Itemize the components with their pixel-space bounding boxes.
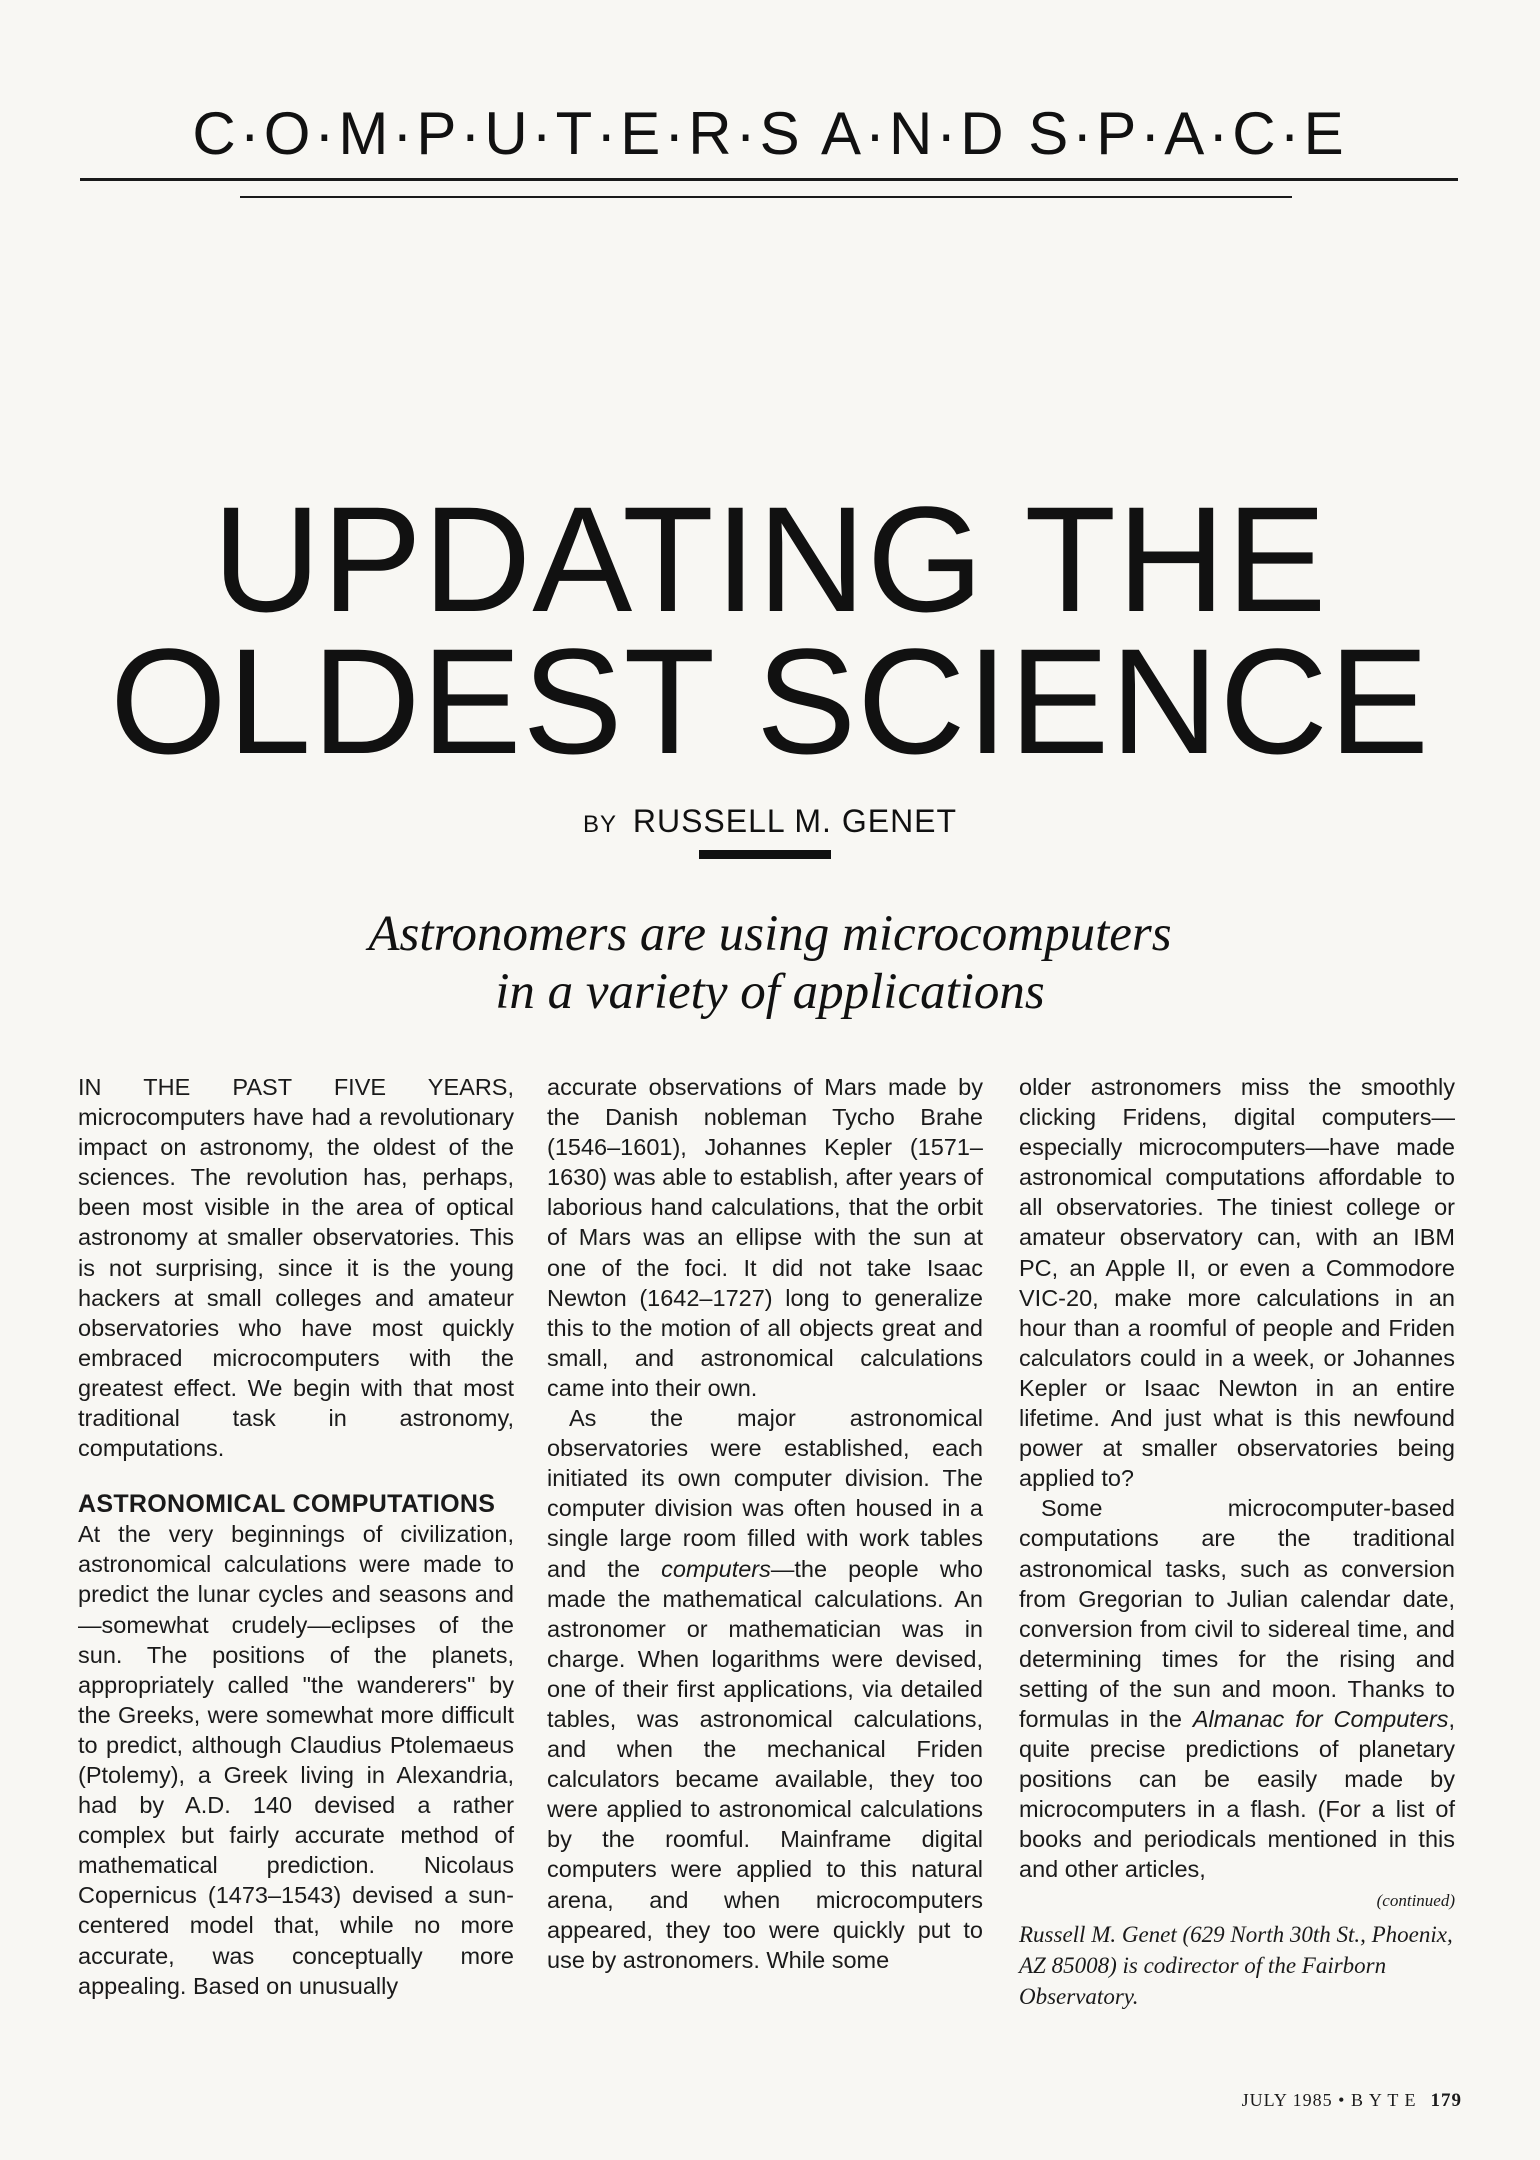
author-name: RUSSELL M. GENET	[632, 803, 958, 839]
body-column-1	[78, 1072, 514, 2001]
byline-prefix: BY	[582, 811, 617, 838]
intro-paragraph: IN THE PAST FIVE YEARS, microcomputers have had a revolutionary impact on astronomy, the oldest of the sciences. The revolution has, perhaps, been most visible in the area of optical astronomy at smaller observatories. This is not surprising, since it is the young hackers at small colleges and amateur observatories who have most quickly embraced microcomputers with the greatest effect. We begin with that most traditional task in astronomy, computations.	[78, 1074, 514, 1462]
section-header: C·O·M·P·U·T·E·R·S A·N·D S·P·A·C·E	[192, 100, 1348, 167]
title-line-2: OLDEST SCIENCE	[110, 617, 1430, 785]
body-paragraph: At the very beginnings of civilization, astronomical calculations were made to predict the lunar cycles and seasons and—somewhat crudely—eclipses of the sun. The positions of the planets, appropriately called "the wanderers" by the Greeks, were somewhat more difficult to predict, although Claudius Ptolemaeus (Ptolemy), a Greek living in Alexandria, had by A.D. 140 devised a rather complex but fairly accurate method of mathematical prediction. Nicolaus Copernicus (1473–1543) devised a sun-centered model that, while no more accurate, was conceptually more appealing. Based on unusually	[78, 1521, 514, 1999]
header-rule-top	[80, 178, 1458, 181]
continued-label: (continued)	[1376, 1890, 1455, 1910]
body-paragraph	[547, 1403, 983, 1975]
issue-date: JULY 1985 • B Y T E	[1241, 2090, 1417, 2110]
text-run: As the major astronomical observatories were established, each initiated its own computer division. The computer division was often housed in a single large room filled with work tables and the	[547, 1405, 983, 1582]
author-bio: Russell M. Genet (629 North 30th St., Phoenix, AZ 85008) is codirector of the Fairborn Observatory.	[1019, 1921, 1453, 2009]
byline	[0, 803, 1540, 840]
header-rule-bottom	[240, 196, 1292, 198]
body-column-3	[1019, 1072, 1455, 2012]
title-line-1: UPDATING THE	[212, 475, 1328, 643]
body-paragraph: older astronomers miss the smoothly clicking Fridens, digital computers—especially microcomputers—have made astronomical computations affordable to all observatories. The tiniest college or amateur observatory can, with an IBM PC, an Apple II, or even a Commodore VIC-20, make more calculations in an hour than a roomful of people and Friden calculators could in a week, or Johannes Kepler or Isaac Newton in an entire lifetime. And just what is this newfound power at smaller observatories being applied to?	[1019, 1074, 1455, 1492]
page-footer	[1242, 2090, 1462, 2112]
deck-line-2: in a variety of applications	[495, 964, 1045, 1020]
body-column-2	[547, 1072, 983, 1975]
byline-bar	[699, 850, 831, 859]
text-run: —the people who made the mathematical calculations. An astronomer or mathematician was in charge. When logarithms were devised, one of their first applications, via detailed tables, was astronomical calculations, and when the mechanical Friden calculators became available, they too were applied to astronomical calculations by the roomful. Mainframe digital computers were applied to this natural arena, and when microcomputers appeared, they too were quickly put to use by astronomers. While some	[547, 1555, 983, 1973]
body-paragraph	[1019, 1493, 1455, 1884]
text-run: Some microcomputer-based computations are the traditional astronomical tasks, such as conversion from Gregorian to Julian calendar date, conversion from civil to sidereal time, and determining times for the rising and setting of the sun and moon. Thanks to formulas in the	[1019, 1495, 1455, 1732]
emphasis-text: computers	[661, 1555, 771, 1582]
emphasis-text: Almanac for Computers	[1192, 1705, 1449, 1732]
text-run: , quite precise predictions of planetary positions can be easily made by microcomputers in a flash. (For a list of books and periodicals mentioned in this and other articles,	[1019, 1705, 1456, 1883]
page-number: 179	[1430, 2090, 1462, 2111]
article-title	[0, 475, 1540, 785]
article-deck	[0, 905, 1540, 1021]
body-paragraph: accurate observations of Mars made by the Danish nobleman Tycho Brahe (1546–1601), Johannes Kepler (1571–1630) was able to establish, after years of laborious hand calculations, that the orbit of Mars was an ellipse with the sun at one of the foci. It did not take Isaac Newton (1642–1727) long to generalize this to the motion of all objects great and small, and astronomical calculations came into their own.	[547, 1074, 983, 1401]
deck-line-1: Astronomers are using microcomputers	[368, 906, 1172, 962]
subhead-astronomical-computations: ASTRONOMICAL COMPUTATIONS	[78, 1490, 496, 1519]
